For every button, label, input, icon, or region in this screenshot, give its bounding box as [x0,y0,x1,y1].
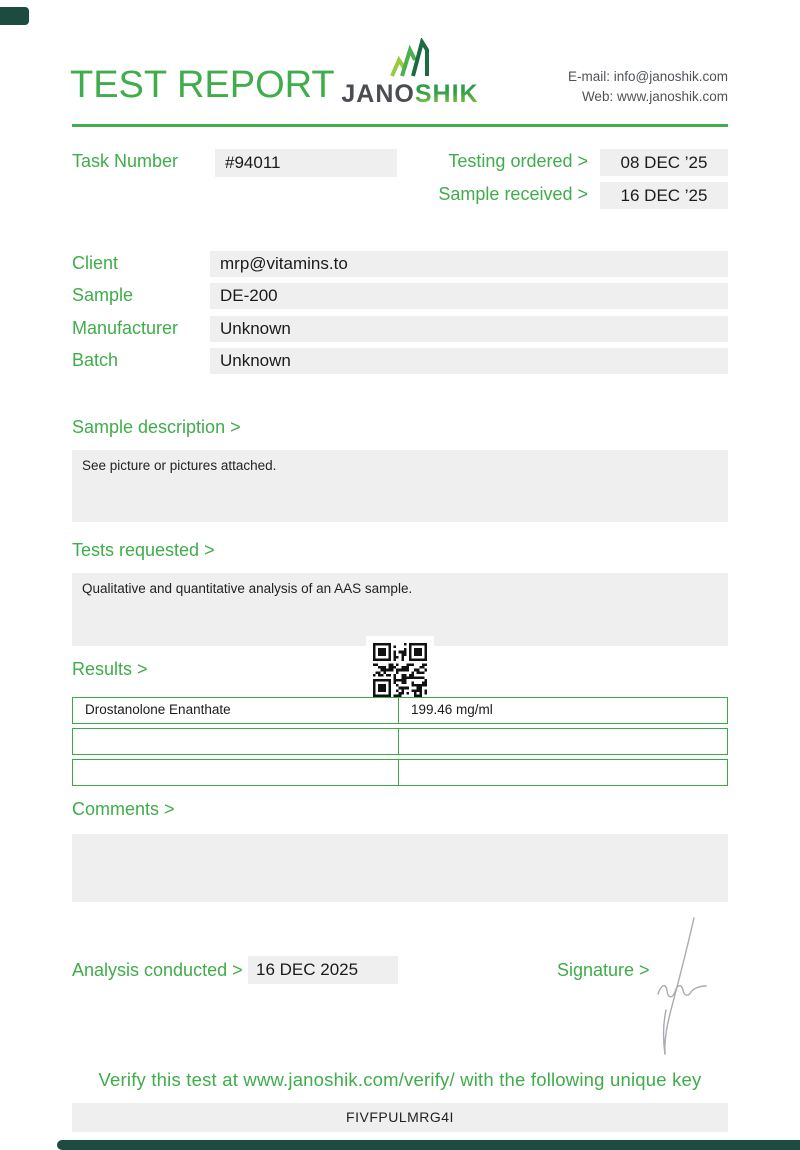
verify-instruction: Verify this test at www.janoshik.com/verify/ with the following unique key [98,1069,702,1090]
field-label-sample: Sample [72,285,134,305]
field-value-client: mrp@vitamins.to [210,251,728,277]
field-label-client: Client [72,253,119,273]
field-value-manufacturer: Unknown [210,316,728,342]
result-row [72,759,728,786]
unique-key: FIVFPULMRG4I [72,1103,728,1132]
results-label: Results > [72,659,148,679]
result-concentration: 199.46 mg/ml [411,702,493,717]
tests-requested-label: Tests requested > [72,540,215,560]
qr-code [366,636,434,704]
signature-image [636,914,710,1064]
tests-requested-box: Qualitative and quantitative analysis of an AAS sample. [72,573,728,646]
field-value-sample: DE-200 [210,283,728,309]
testing-ordered-date: 08 DEC ’25 [600,149,728,176]
brand-wordmark-green: SHIK [414,80,479,108]
task-number-value: #94011 [215,149,397,177]
sample-description-box: See picture or pictures attached. [72,450,728,522]
page-frame-bottom-bar [57,1140,800,1150]
field-value-batch: Unknown [210,348,728,374]
result-concentration [399,729,727,754]
comments-box [72,834,728,902]
result-row [72,728,728,755]
result-concentration [399,760,727,785]
sample-received-label: Sample received > [438,184,588,204]
signature-label: Signature > [557,960,650,980]
chart-growth-icon [382,38,438,78]
analysis-conducted-label: Analysis conducted > [72,960,243,980]
contact-email: E-mail: info@janoshik.com [567,69,728,84]
sample-received-date: 16 DEC ’25 [600,182,728,209]
brand-wordmark [340,80,480,109]
sample-description-label: Sample description > [72,417,241,437]
result-substance: Drostanolone Enanthate [73,698,399,723]
contact-web: Web: www.janoshik.com [581,89,728,105]
brand-logo [340,38,480,109]
analysis-conducted-date: 16 DEC 2025 [248,956,398,984]
field-label-batch: Batch [72,350,119,370]
result-row [72,697,728,724]
page-title: TEST REPORT [70,64,335,106]
comments-label: Comments > [72,799,175,819]
testing-ordered-label: Testing ordered > [448,151,588,171]
brand-wordmark-dark: JANO [341,80,415,108]
result-substance [73,729,399,754]
page-frame-corner-top-left [0,7,29,25]
task-number-label: Task Number [72,151,179,171]
result-substance [73,760,399,785]
header-divider [72,124,728,127]
contact-block [568,67,728,108]
results-table [72,697,728,790]
field-label-manufacturer: Manufacturer [72,318,179,338]
